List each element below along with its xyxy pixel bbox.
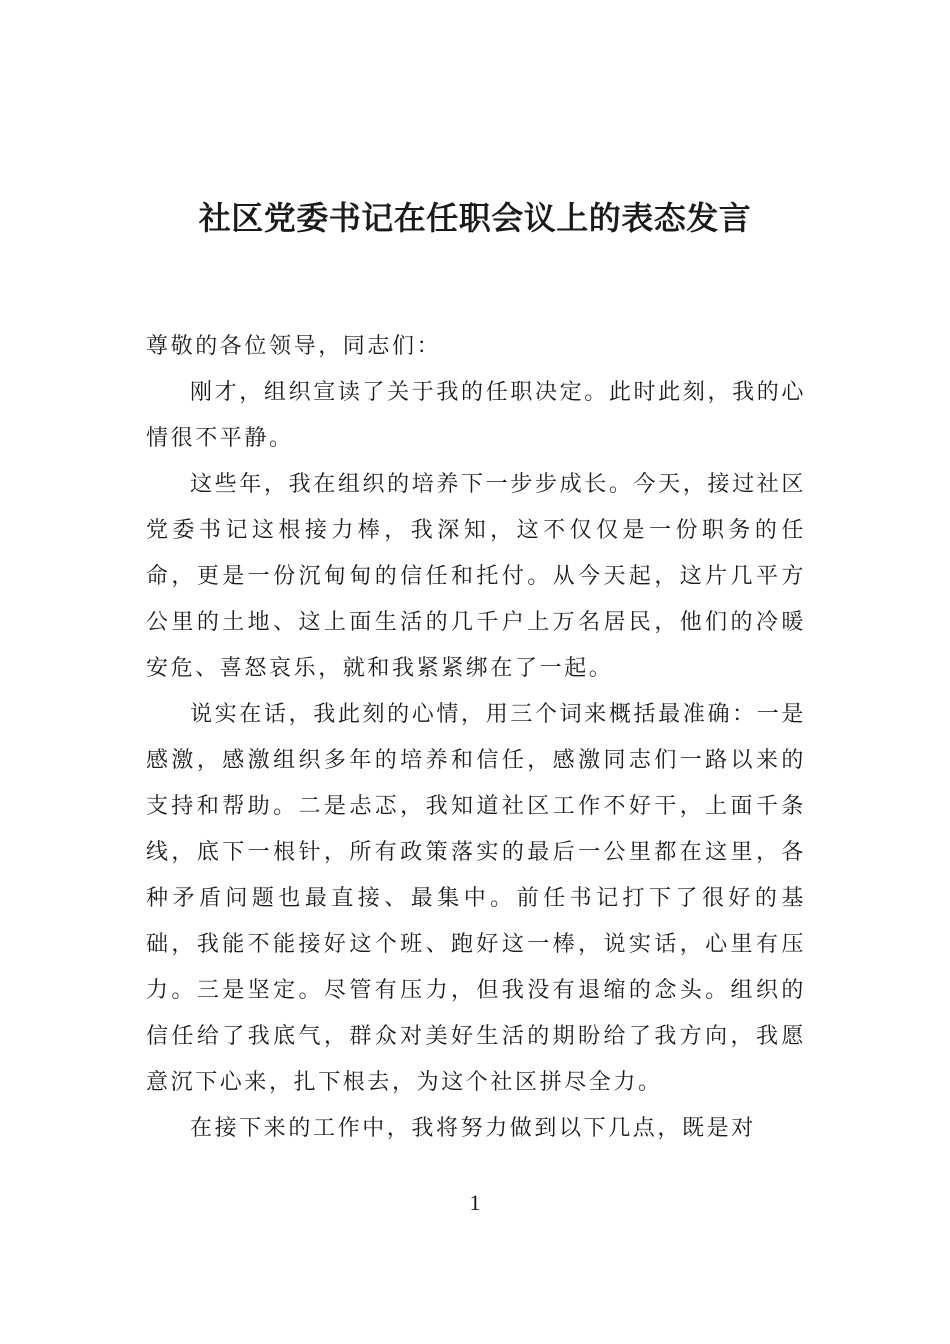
salutation: 尊敬的各位领导，同志们： bbox=[146, 334, 442, 359]
paragraph-4: 在接下来的工作中，我将努力做到以下几点，既是对 bbox=[190, 1116, 756, 1141]
document-title: 社区党委书记在任职会议上的表态发言 bbox=[198, 199, 752, 237]
document-body bbox=[146, 324, 806, 1152]
paragraph-3: 说实在话，我此刻的心情，用三个词来概括最准确：一是感激，感激组织多年的培养和信任，感激同志们一路以来的支持和帮助。二是忐忑，我知道社区工作不好干，上面千条线，底下一根针，所有政策落实的最后一公里都在这里，各种矛盾问题也最直接、最集中。前任书记打下了很好的基础，我能不能接好这个班、跑好这一棒，说实话，心里有压力。三是坚定。尽管有压力，但我没有退缩的念头。组织的信任给了我底气，群众对美好生活的期盼给了我方向，我愿意沉下心来，扎下根去，为这个社区拼尽全力。 bbox=[146, 702, 806, 1095]
paragraph-2: 这些年，我在组织的培养下一步步成长。今天，接过社区党委书记这根接力棒，我深知，这不仅仅是一份职务的任命，更是一份沉甸甸的信任和托付。从今天起，这片几平方公里的土地、这上面生活的几千户上万名居民，他们的冷暖安危、喜怒哀乐，就和我紧紧绑在了一起。 bbox=[146, 472, 806, 681]
page-number: 1 bbox=[469, 1190, 481, 1215]
paragraph-1: 刚才，组织宣读了关于我的任职决定。此时此刻，我的心情很不平静。 bbox=[146, 380, 806, 451]
